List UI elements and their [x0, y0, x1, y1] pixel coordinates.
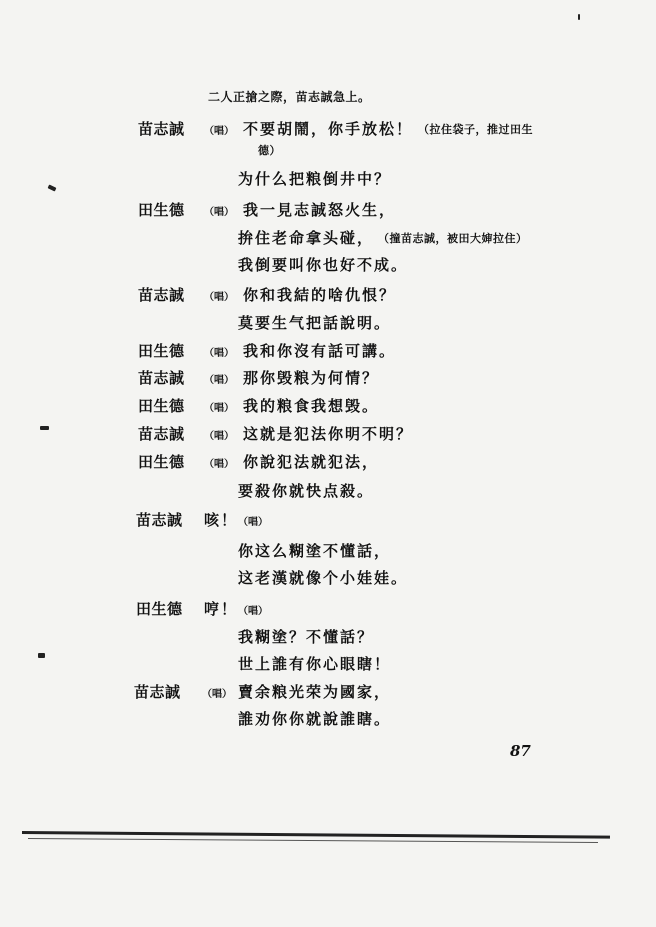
speaker-name: 苗志誠 — [138, 120, 185, 138]
sing-mark: （唱） — [204, 348, 234, 359]
sing-mark: （唱） — [204, 459, 234, 470]
dialogue-text: 我倒要叫你也好不成。 — [238, 256, 409, 274]
dialogue-text: 賣余粮光荣为國家， — [238, 683, 392, 701]
speaker-name: 田生德 — [138, 201, 185, 219]
dialogue-text: 你說犯法就犯法， — [243, 453, 380, 471]
scan-speck — [38, 653, 45, 658]
sing-mark: （唱） — [204, 375, 234, 386]
dialogue-text: 这就是犯法你明不明？ — [243, 425, 414, 443]
dialogue-text: 我一見志誠怒火生， — [243, 201, 397, 219]
scan-speck — [48, 184, 57, 191]
speaker-name: 田生德 — [136, 600, 183, 618]
sing-mark: （唱） — [202, 689, 232, 700]
speaker-name: 苗志誠 — [136, 511, 183, 529]
dialogue-text: 你这么糊塗不懂話， — [238, 542, 392, 560]
sing-mark: （唱） — [204, 207, 234, 218]
dialogue-text: 为什么把粮倒井中？ — [238, 170, 392, 188]
dialogue-text: 我的粮食我想毁。 — [243, 397, 380, 415]
speaker-name: 苗志誠 — [138, 369, 185, 387]
sing-mark: （唱） — [204, 126, 234, 137]
stage-direction: 二人正搶之際，苗志誠急上。 — [208, 90, 371, 104]
dialogue-text: 世上誰有你心眼瞎！ — [238, 655, 392, 673]
sing-mark: （唱） — [238, 606, 268, 617]
stage-note: （拉住袋子，推过田生 — [418, 123, 533, 136]
dialogue-text: 不要胡鬧，你手放松！ — [243, 120, 414, 138]
dialogue-text: 我糊塗？不懂話？ — [238, 628, 375, 646]
sing-mark: （唱） — [204, 292, 234, 303]
speaker-name: 苗志誠 — [138, 425, 185, 443]
sing-mark: （唱） — [204, 431, 234, 442]
scan-speck — [578, 14, 580, 20]
dialogue-text: 拚住老命拿头碰， — [238, 229, 375, 247]
bottom-rule-thin — [28, 838, 598, 843]
speaker-name: 田生德 — [138, 397, 185, 415]
dialogue-text: 要殺你就快点殺。 — [238, 482, 375, 500]
sing-mark: （唱） — [204, 403, 234, 414]
dialogue-text: 这老漢就像个小娃娃。 — [238, 569, 409, 587]
stage-note: （撞苗志誠，被田大婶拉住） — [378, 232, 528, 245]
speaker-name: 田生德 — [138, 342, 185, 360]
dialogue-text: 莫要生气把話說明。 — [238, 314, 392, 332]
speaker-name: 苗志誠 — [134, 683, 181, 701]
interjection: 咳！ — [204, 511, 239, 529]
scan-speck — [40, 426, 49, 430]
speaker-name: 田生德 — [138, 453, 185, 471]
dialogue-text: 那你毁粮为何情？ — [243, 369, 380, 387]
sing-mark: （唱） — [238, 517, 268, 528]
bottom-rule — [22, 831, 610, 839]
speaker-name: 苗志誠 — [138, 286, 185, 304]
page-number: 87 — [510, 742, 531, 760]
stage-note: 德） — [258, 144, 281, 157]
dialogue-text: 你和我結的啥仇恨？ — [243, 286, 397, 304]
interjection: 哼！ — [204, 600, 239, 618]
dialogue-text: 誰劝你你就說誰瞎。 — [238, 710, 392, 728]
dialogue-text: 我和你沒有話可講。 — [243, 342, 397, 360]
